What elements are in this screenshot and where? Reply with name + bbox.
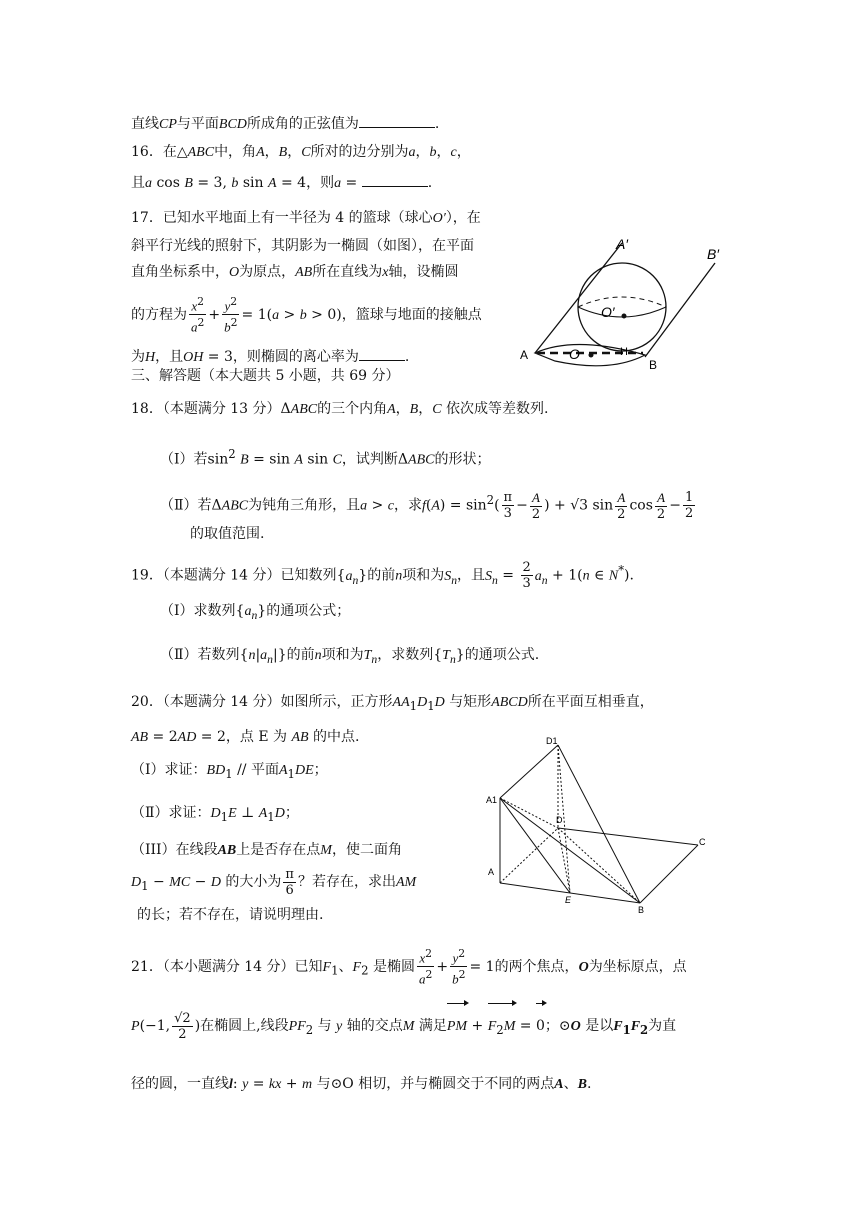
q18-part2: （Ⅱ）若ΔABC为钝角三角形，且a > c，求$f(A) = \sin^2$( $\frac{\pi}{3}$ − $\frac{A}{2}$ ) + √3 sin $\frac{A}{2}$ cos $\frac{A}{2}$ − $\frac{1}{2}$ (160, 489, 694, 522)
q17-line3: 直角坐标系中，O为原点，AB所在直线为x轴，设椭圆 (131, 264, 459, 280)
q21-line2: P(−1, $\frac{√2}{2}$ )在椭圆上,线段$PF_2$ 与 y 轴的交点M 满足PM + $F_2M = 0$；⊙O 是以$F_1F_2$为直 (131, 1004, 676, 1052)
q17-line1: 17．已知水平地面上有一半径为 4 的篮球（球心O′），在 (131, 210, 481, 226)
q15-tail: 直线CP与平面BCD所成角的正弦值为 . (131, 113, 439, 135)
q20-part2: （Ⅱ）求证：$D_1E$ ⊥ $A_1D$； (131, 805, 299, 824)
q19-part2: （Ⅱ）若数列$\{n|a_n|\}$的前n项和为$T_n$，求数列$\{T_n\}$的通项公式. (160, 647, 540, 666)
fig-label-A: A (488, 867, 495, 877)
section-heading: 三、解答题（本大题共 5 小题，共 69 分） (131, 368, 400, 384)
q18-part1: （Ⅰ）若$\sin^2 B = \sin A$ sin C，试判断ΔABC的形状； (160, 447, 491, 468)
q16-line1: 16．在△ABC中，角A，B，C所对的边分别为a，b，c， (131, 144, 471, 160)
fig-label-E: E (565, 895, 572, 905)
fig-label-D1: D1 (546, 736, 558, 746)
answer-blank[interactable] (362, 172, 428, 187)
fig-label-H: H (620, 346, 628, 358)
fig-label-O: O (569, 346, 580, 362)
fig-label-C: C (699, 837, 706, 847)
q17-line5: 为H，且OH = 3，则椭圆的离心率为 . (131, 346, 409, 368)
q19-head: 19．（本题满分 14 分）已知数列$\{a_n\}$的前n项和为$S_n$，且$S_n$ = $\frac{2}{3}$ $a_n + 1(n$ ∈ N*). (131, 560, 634, 592)
fig-label-D: D (556, 815, 563, 825)
q18-head: 18．（本题满分 13 分）ΔABC的三个内角A，B，C 依次成等差数列. (131, 401, 549, 417)
q21-line3: 径的圆，一直线l: y = kx + m 与⊙O 相切，并与椭圆交于不同的两点A、B. (131, 1076, 592, 1092)
cube-figure (480, 733, 710, 913)
q20-part1: （Ⅰ）求证：$BD_1$ // 平面$A_1DE$； (131, 762, 328, 781)
fig-label-Ap: A′ (616, 236, 628, 252)
q20-part3: （III）在线段AB上是否存在点M，使二面角 (131, 842, 402, 858)
q17-line2: 斜平行光线的照射下，其阴影为一椭圆（如图），在平面 (131, 238, 474, 254)
fig-label-Bp: B′ (707, 246, 719, 262)
q17-line4: 的方程为 $\frac{x^2}{a^2}$ + $\frac{y^2}{b^2}$ = 1(a > b > 0)，篮球与地面的接触点 (131, 295, 482, 335)
q20-head: 20．（本题满分 14 分）如图所示，正方形$AA_1D_1D$ 与矩形ABCD所在平面互相垂直， (131, 694, 654, 713)
q20-line2: AB = 2AD = 2，点 E 为 AB 的中点. (131, 729, 360, 745)
q19-part1: （Ⅰ）求数列$\{a_n\}$的通项公式； (160, 603, 351, 622)
answer-blank[interactable] (359, 346, 405, 361)
fig-label-A: A (520, 348, 529, 362)
q18-part2-end: 的取值范围. (190, 526, 265, 542)
basketball-shadow-figure (515, 235, 730, 375)
q16-line2: 且a cos B = 3, b sin A = 4，则a = . (131, 172, 432, 194)
fig-label-B: B (649, 358, 658, 372)
q20-part3c: 的长；若不存在，请说明理由. (137, 907, 324, 923)
q21-head: 21．（本小题满分 14 分）已知$F_1$、$F_2$ 是椭圆 $\frac{x^2}{a^2}$ + $\frac{y^2}{b^2}$ = 1的两个焦点，O为坐标原点，点 (131, 947, 687, 987)
fig-label-Op: O′ (601, 304, 615, 320)
q20-part3b: $D_1$ − MC − D 的大小为 $\frac{\pi}{6}$ ？若存在，求出AM (131, 866, 417, 898)
fig-label-A1: A1 (486, 795, 498, 805)
answer-blank[interactable] (359, 113, 435, 128)
fig-label-B: B (638, 905, 645, 913)
